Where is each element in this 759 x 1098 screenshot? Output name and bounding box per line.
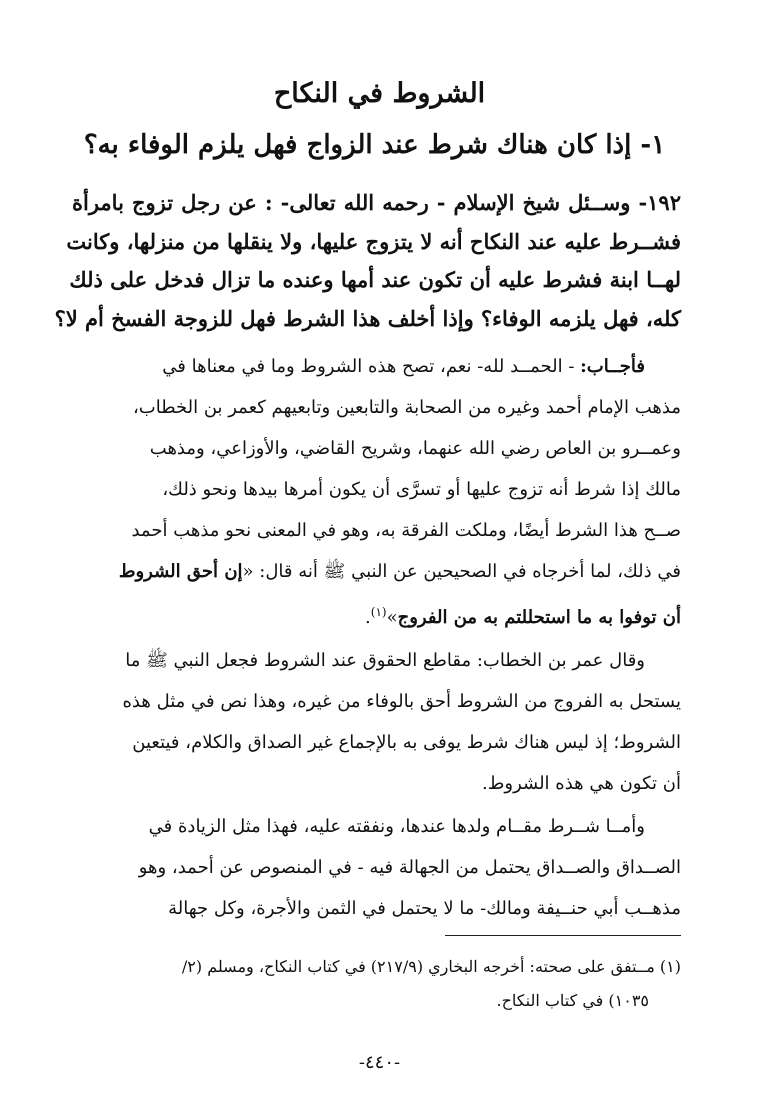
answer-paragraph xyxy=(72,346,681,638)
footnote-line xyxy=(72,984,681,1018)
footnote xyxy=(72,950,681,1018)
footnote-line-text: ١٠٣٥) في كتاب النكاح. xyxy=(496,991,649,1010)
footnote-reference: (١) xyxy=(370,605,387,619)
question-line: كله، فهل يلزمه الوفاء؟ وإذا أخلف هذا الشرط فهل للزوجة الفسخ أم لا؟ xyxy=(54,305,681,331)
paragraph-line-text: وقال عمر بن الخطاب: مقاطع الحقوق عند الشروط فجعل النبي ﷺ ما xyxy=(125,650,645,671)
footnote-line: (١) مــتفق على صحته: أخرجه البخاري (٢١٧/٩) في كتاب النكاح، ومسلم (٢/ xyxy=(181,957,681,976)
paragraph-line: الشروط؛ إذ ليس هناك شرط يوفى به بالإجماع غير الصداق والكلام، فيتعين xyxy=(132,732,681,753)
question-line: ١٩٢- وســئل شيخ الإسلام - رحمه الله تعالى- : عن رجل تزوج بامرأة xyxy=(72,190,681,215)
answer-line xyxy=(72,551,681,592)
chapter-title: الشروط في النكاح xyxy=(273,78,486,109)
answer-line: وعمــرو بن العاص رضي الله عنهما، وشريح القاضي، والأوزاعي، ومذهب xyxy=(149,438,681,459)
sentence-end: . xyxy=(365,607,371,628)
answer-line-text: - الحمــد لله- نعم، تصح هذه الشروط وما في معناها في xyxy=(162,356,575,377)
paragraph-line: الصــداق والصــداق يحتمل من الجهالة فيه - في المنصوص عن أحمد، وهو xyxy=(138,857,681,878)
question-line: فشــرط عليه عند النكاح أنه لا يتزوج عليها، ولا ينقلها من منزلها، وكانت xyxy=(66,228,681,254)
answer-lead: فأجــاب: xyxy=(580,356,645,377)
paragraph-condition xyxy=(72,806,681,929)
question-line: لهــا ابنة فشرط عليه أن تكون عند أمها وعنده ما تزال فدخل على ذلك xyxy=(69,267,681,292)
hadith-text-part2: أن توفوا به ما استحللتم به من الفروج xyxy=(397,607,681,628)
answer-line xyxy=(72,346,681,387)
paragraph-line-text: وأمــا شــرط مقــام ولدها عندها، ونفقته عليه، فهذا مثل الزيادة في xyxy=(148,816,645,837)
answer-line: مذهب الإمام أحمد وغيره من الصحابة والتابعين وتابعيهم كعمر بن الخطاب، xyxy=(132,397,681,418)
paragraph-line: يستحل به الفروج من الشروط أحق بالوفاء من غيره، وهذا نص في مثل هذه xyxy=(122,691,681,712)
page-number: -٤٤٠- xyxy=(358,1052,401,1073)
question-heading: ١- إذا كان هناك شرط عند الزواج فهل يلزم الوفاء به؟ xyxy=(83,130,666,160)
hadith-intro: في ذلك، لما أخرجاه في الصحيحين عن النبي ﷺ أنه قال: « xyxy=(242,561,681,582)
answer-line: مالك إذا شرط أنه تزوج عليها أو تسرَّى أن يكون أمرها بيدها ونحو ذلك، xyxy=(162,479,681,500)
answer-line: صــح هذا الشرط أيضًا، وملكت الفرقة به، وهو في المعنى نحو مذهب أحمد xyxy=(131,520,681,541)
hadith-close: » xyxy=(386,607,398,628)
question-paragraph xyxy=(54,184,681,338)
paragraph-line xyxy=(72,806,681,847)
paragraph-line: أن تكون هي هذه الشروط. xyxy=(482,773,681,794)
paragraph-line: مذهــب أبي حنــيفة ومالك- ما لا يحتمل في الثمن والأجرة، وكل جهالة xyxy=(168,898,681,919)
hadith-text-part1: إن أحق الشروط xyxy=(118,561,243,582)
answer-line xyxy=(72,592,681,638)
footnote-divider xyxy=(445,935,681,936)
paragraph-line xyxy=(72,640,681,681)
paragraph-umar xyxy=(72,640,681,804)
